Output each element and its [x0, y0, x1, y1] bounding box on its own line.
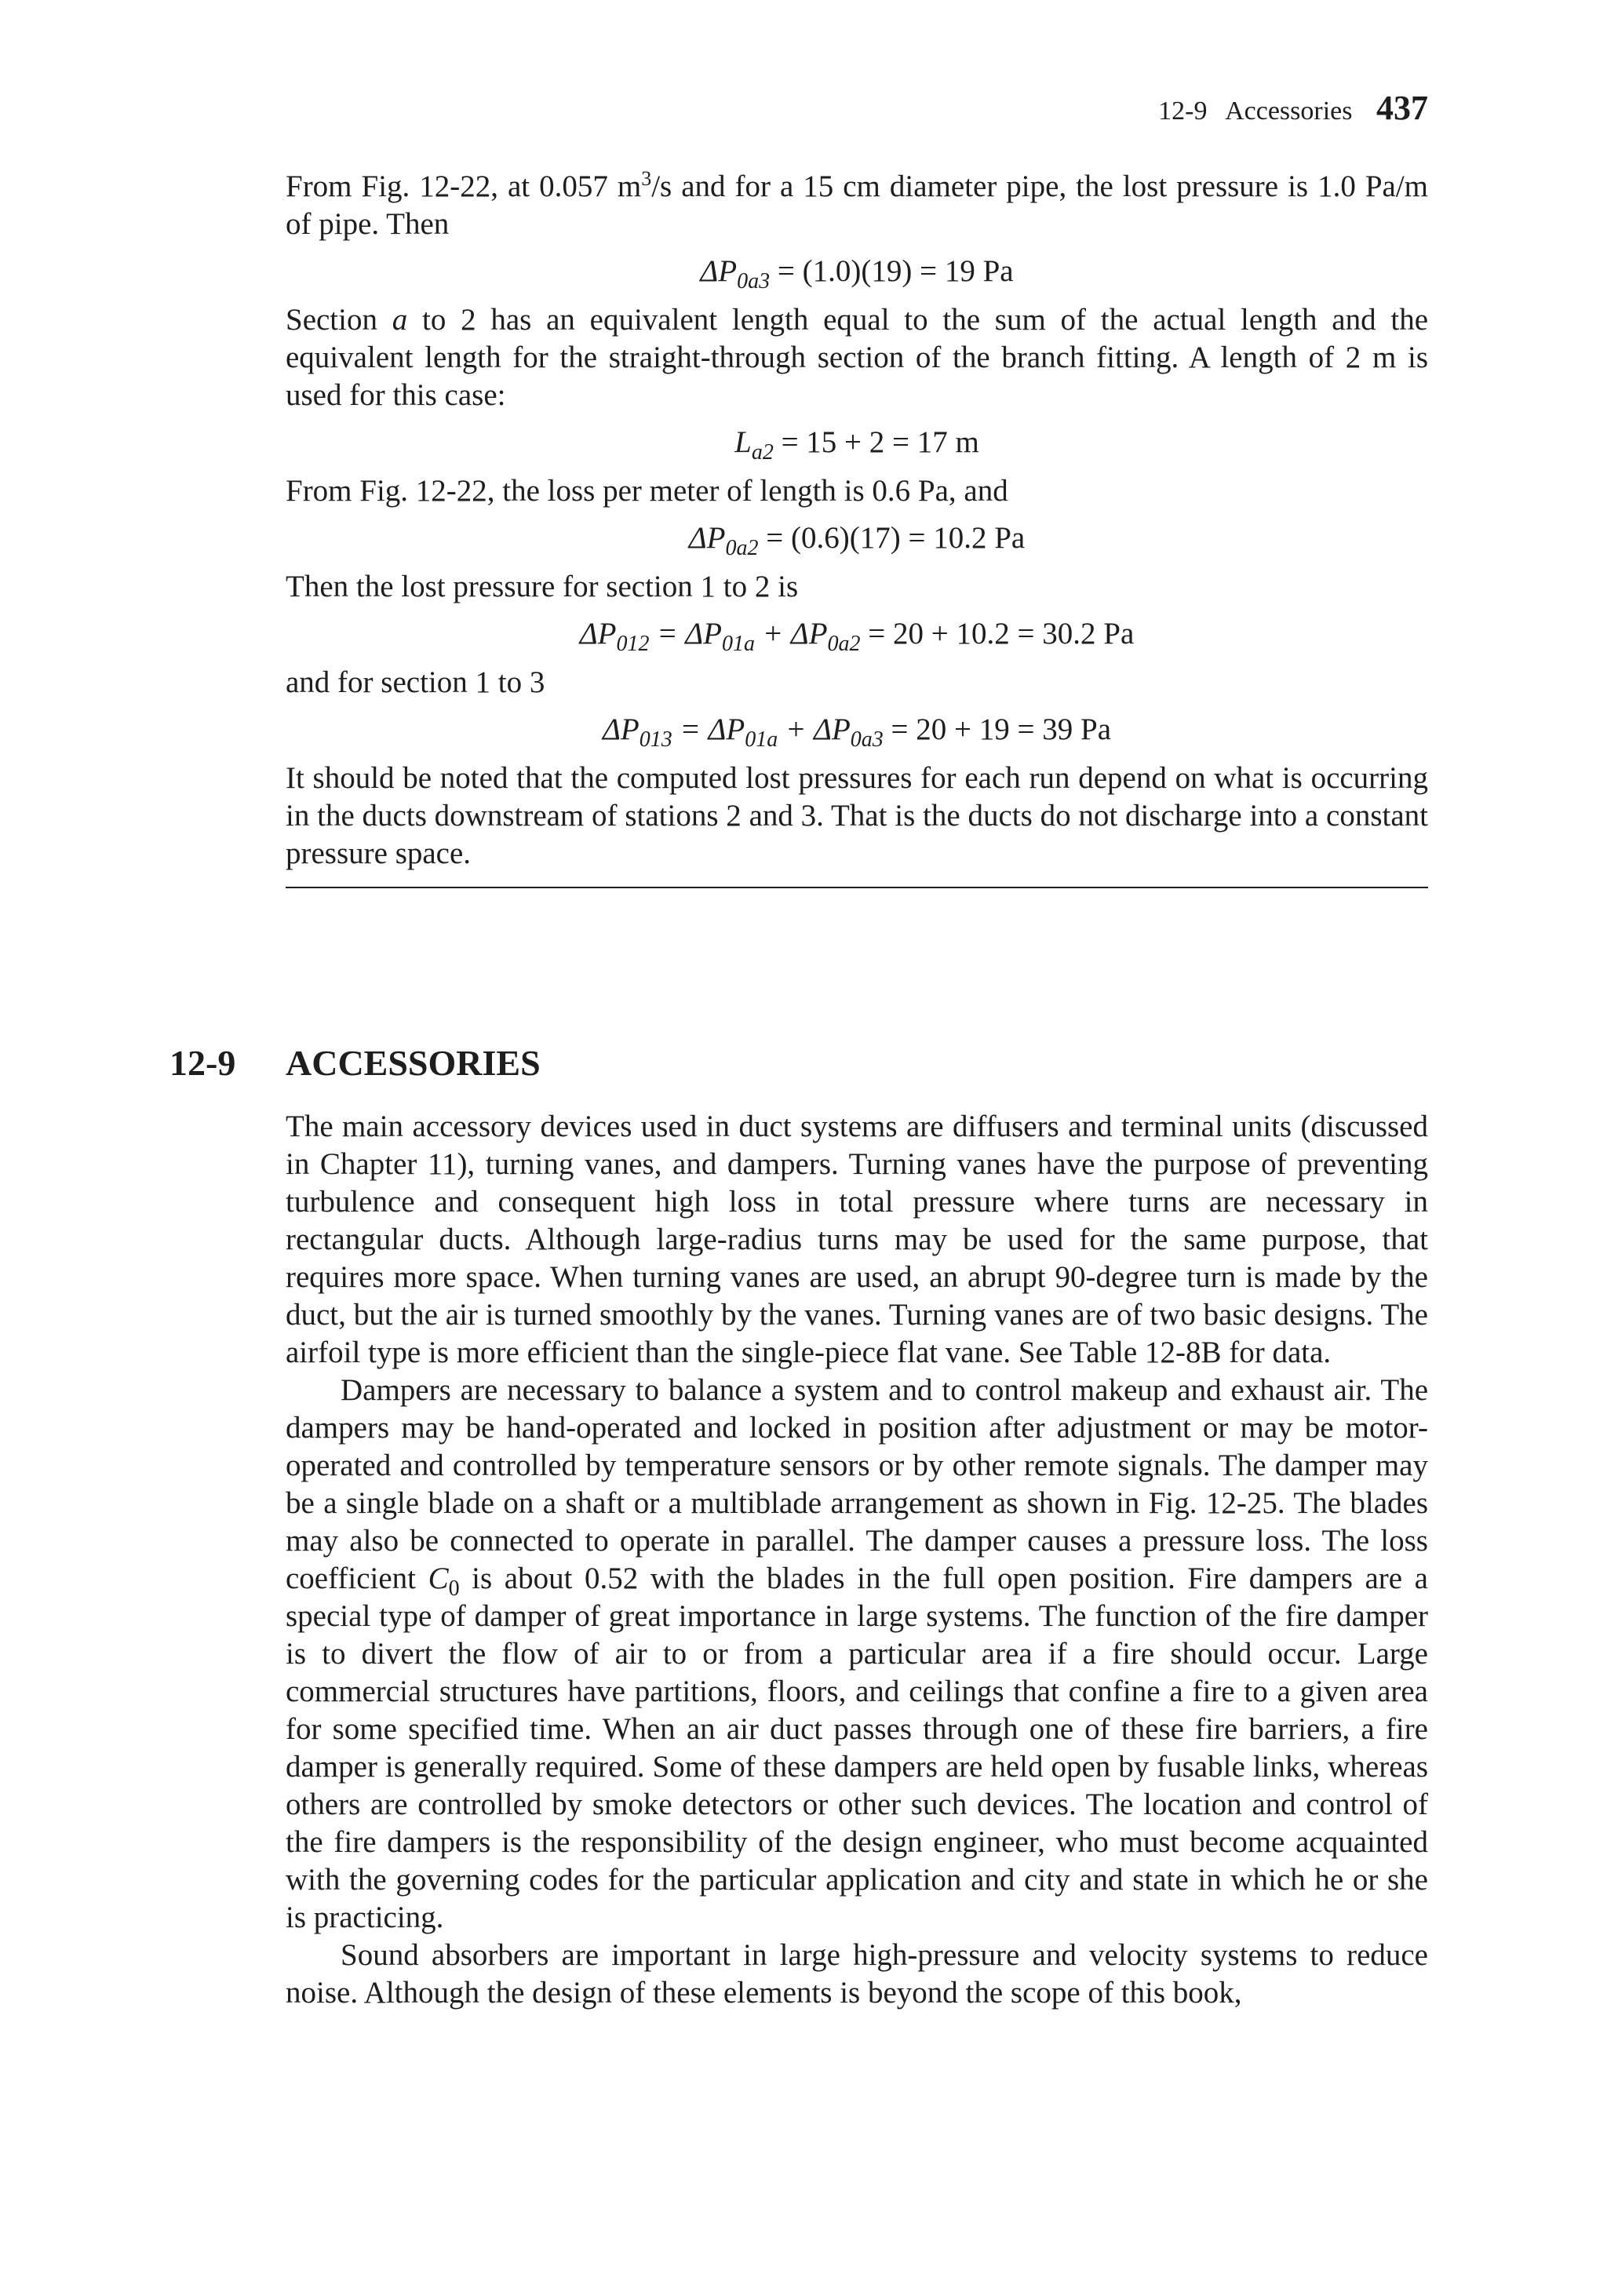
example-end-rule — [286, 887, 1428, 888]
body-paragraph-1: The main accessory devices used in duct systems are diffusers and terminal units (discussed in Chapter 11), turning vanes, and dampers. Turning vanes have the purpose of preventing turbulence and consequent high loss in total pressure where turns are necessary in rectangular ducts. Although large-radius turns may be used for the same purpose, that requires more space. When turning vanes are used, an abrupt 90-degree turn is made by the duct, but the air is turned smoothly by the vanes. Turning vanes are of two basic designs. The airfoil type is more efficient than the single-piece flat vane. See Table 12-8B for data. — [286, 1110, 1428, 1369]
example-paragraph-4: Then the lost pressure for section 1 to 2 is — [286, 570, 799, 603]
equation-pressure-013: $\Delta P_{013} = \Delta P_{01a} + \Delta P_{0a3} = 20 + 19 = 39$ Pa — [602, 712, 1111, 752]
body-paragraph-3: Sound absorbers are important in large high-pressure and velocity systems to reduce noise. Although the design of these elements is beyond the scope of this book, — [286, 1938, 1428, 2010]
example-solution — [286, 168, 1428, 888]
header-section-title: Accessories — [1225, 97, 1353, 126]
section-body — [286, 1108, 1428, 2012]
section-number: 12-9 — [169, 1043, 236, 1083]
example-paragraph-5: and for section 1 to 3 — [286, 665, 545, 699]
equation-length-a2: $L_{a2} = 15 + 2 = 17$ m — [734, 425, 979, 465]
body-paragraph-2: Dampers are necessary to balance a system and to control makeup and exhaust air. The dampers may be hand-operated and locked in position after adjustment or may be motor-operated and controlled by temperature sensors or by other remote signals. The damper may be a single blade on a shaft or a multiblade arrangement as shown in Fig. 12-25. The blades may also be connected to operate in parallel. The damper causes a pressure loss. The loss coefficient $C_0$ is about 0.52 with the blades in the full open position. Fire dampers are a special type of damper of great importance in large systems. The function of the fire damper is to divert the flow of air to or from a particular area if a fire should occur. Large commercial structures have partitions, floors, and ceilings that confine a fire to a given area for some specified time. When an air duct passes through one of these fire barriers, a fire damper is generally required. Some of these dampers are held open by fusable links, whereas others are controlled by smoke detectors or other such devices. The location and control of the fire dampers is the responsibility of the design engineer, who must become acquainted with the governing codes for the particular application and city and state in which he or she is practicing. — [286, 1373, 1428, 1934]
equation-pressure-012: $\Delta P_{012} = \Delta P_{01a} + \Delta P_{0a2} = 20 + 10.2 = 30.2$ Pa — [579, 617, 1135, 656]
header-section-number: 12-9 — [1158, 97, 1208, 126]
equation-pressure-0a3: $\Delta P_{0a3} = (1.0)(19) = 19$ Pa — [700, 254, 1014, 293]
example-paragraph-6: It should be noted that the computed lost pressures for each run depend on what is occurring in the ducts downstream of stations 2 and 3. That is the ducts do not discharge into a constant pressure space. — [286, 761, 1428, 870]
example-paragraph-2: Section a to 2 has an equivalent length equal to the sum of the actual length and the equivalent length for the straight-through section of the branch fitting. A length of 2 m is used for this case: — [286, 303, 1429, 412]
section-title: ACCESSORIES — [286, 1043, 541, 1083]
equation-pressure-0a2: $\Delta P_{0a2} = (0.6)(17) = 10.2$ Pa — [688, 521, 1026, 560]
example-paragraph-1: From Fig. 12-22, at 0.057 $m^3/s$ and for a 15 cm diameter pipe, the lost pressure is 1.0 Pa/m of pipe. Then — [286, 167, 1428, 241]
running-header — [1158, 88, 1428, 128]
section-heading — [169, 1042, 541, 1084]
example-paragraph-3: From Fig. 12-22, the loss per meter of length is 0.6 Pa, and — [286, 474, 1008, 508]
page-number: 437 — [1376, 89, 1428, 127]
